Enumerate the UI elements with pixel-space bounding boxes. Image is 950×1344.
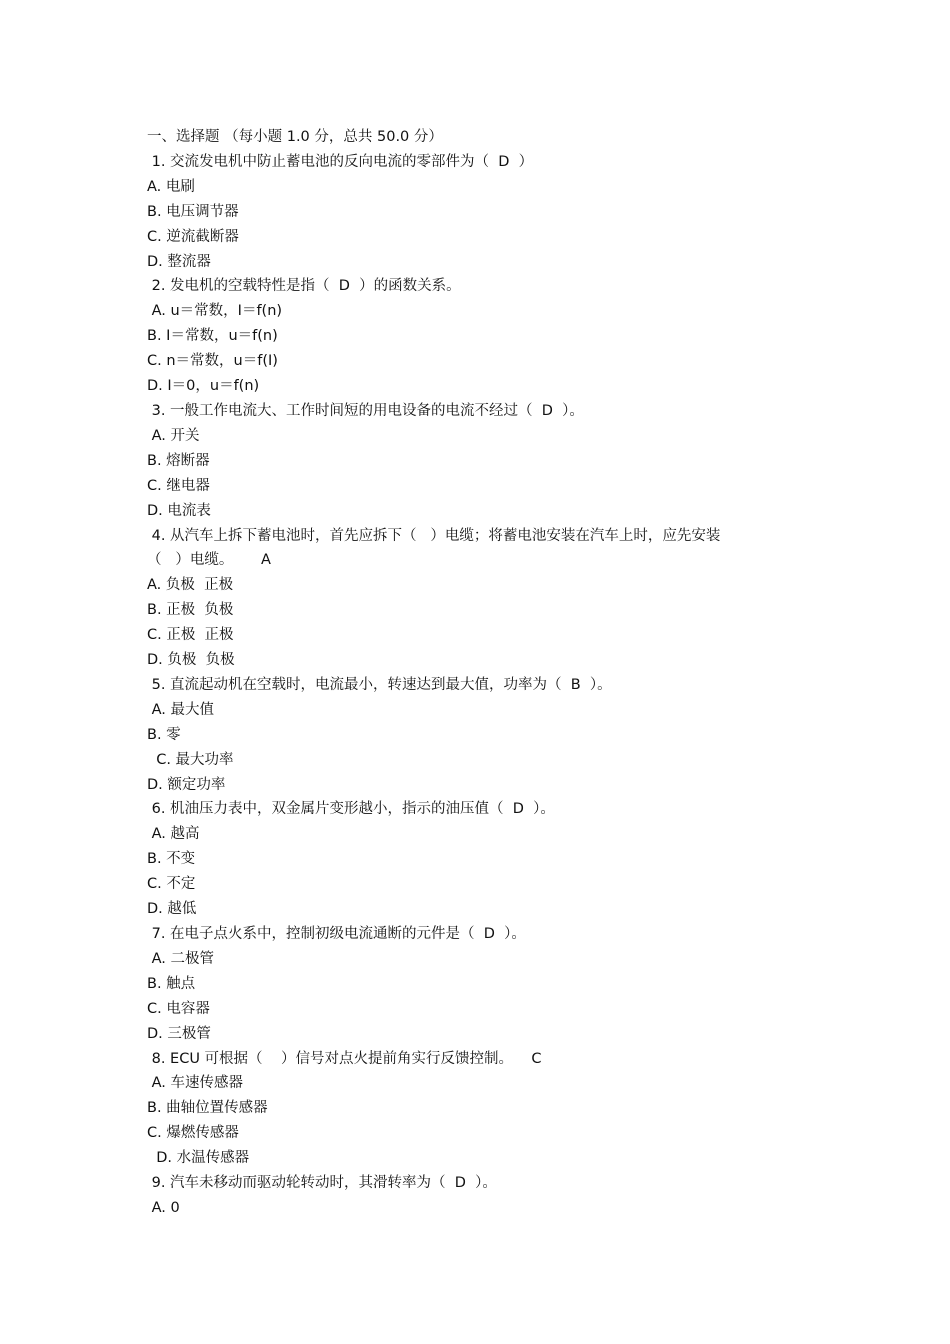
option: A. 越高: [147, 826, 200, 843]
option: B. 正极 负极: [147, 602, 234, 619]
question-5: 5. 直流起动机在空载时，电流最小，转速达到最大值，功率为（ B ）。: [147, 676, 612, 693]
question-4: 4. 从汽车上拆下蓄电池时，首先应拆下（ ）电缆；将蓄电池安装在汽车上时，应先安装: [147, 527, 721, 544]
option: D. 越低: [147, 901, 197, 918]
option: C. 最大功率: [147, 751, 234, 768]
question-3: 3. 一般工作电流大、工作时间短的用电设备的电流不经过（ D ）。: [147, 402, 584, 419]
option: B. 触点: [147, 975, 196, 992]
question-2: 2. 发电机的空载特性是指（ D ）的函数关系。: [147, 278, 461, 295]
option: B. I＝常数，u＝f(n): [147, 328, 278, 345]
option: B. 熔断器: [147, 452, 210, 469]
option: C. 正极 正极: [147, 627, 234, 644]
option: B. 零: [147, 726, 181, 743]
option: D. 电流表: [147, 502, 211, 519]
question-6: 6. 机油压力表中，双金属片变形越小，指示的油压值（ D ）。: [147, 801, 555, 818]
question-1: 1. 交流发电机中防止蓄电池的反向电流的零部件为（ D ）: [147, 153, 534, 170]
option: D. 水温传感器: [147, 1150, 250, 1167]
option: A. 0: [147, 1199, 180, 1216]
option: A. 开关: [147, 427, 200, 444]
question-4-continued: （ ）电缆。 A: [147, 552, 271, 569]
option: D. 负极 负极: [147, 652, 235, 669]
option: D. 三极管: [147, 1025, 211, 1042]
option: C. n＝常数，u＝f(I): [147, 353, 278, 370]
option: B. 不变: [147, 851, 196, 868]
question-8: 8. ECU 可根据（ ）信号对点火提前角实行反馈控制。 C: [147, 1050, 542, 1067]
option: C. 不定: [147, 876, 196, 893]
option: D. I＝0，u＝f(n): [147, 378, 260, 395]
option: D. 额定功率: [147, 776, 226, 793]
option: C. 爆燃传感器: [147, 1125, 239, 1142]
option: B. 电压调节器: [147, 203, 239, 220]
question-9: 9. 汽车未移动而驱动轮转动时，其滑转率为（ D ）。: [147, 1175, 497, 1192]
question-7: 7. 在电子点火系中，控制初级电流通断的元件是（ D ）。: [147, 926, 526, 942]
document-body: [147, 125, 827, 1221]
option: C. 继电器: [147, 477, 210, 494]
option: A. 最大值: [147, 701, 214, 718]
option: A. 负极 正极: [147, 577, 234, 594]
option: D. 整流器: [147, 253, 211, 270]
option: A. 二极管: [147, 950, 214, 967]
option: A. 车速传感器: [147, 1075, 243, 1092]
option: A. 电刷: [147, 178, 195, 195]
option: C. 电容器: [147, 1000, 210, 1017]
section-heading: 一、选择题 （每小题 1.0 分，总共 50.0 分）: [147, 129, 443, 145]
option: B. 曲轴位置传感器: [147, 1100, 268, 1117]
option: A. u＝常数，I＝f(n): [147, 303, 283, 320]
option: C. 逆流截断器: [147, 228, 239, 245]
